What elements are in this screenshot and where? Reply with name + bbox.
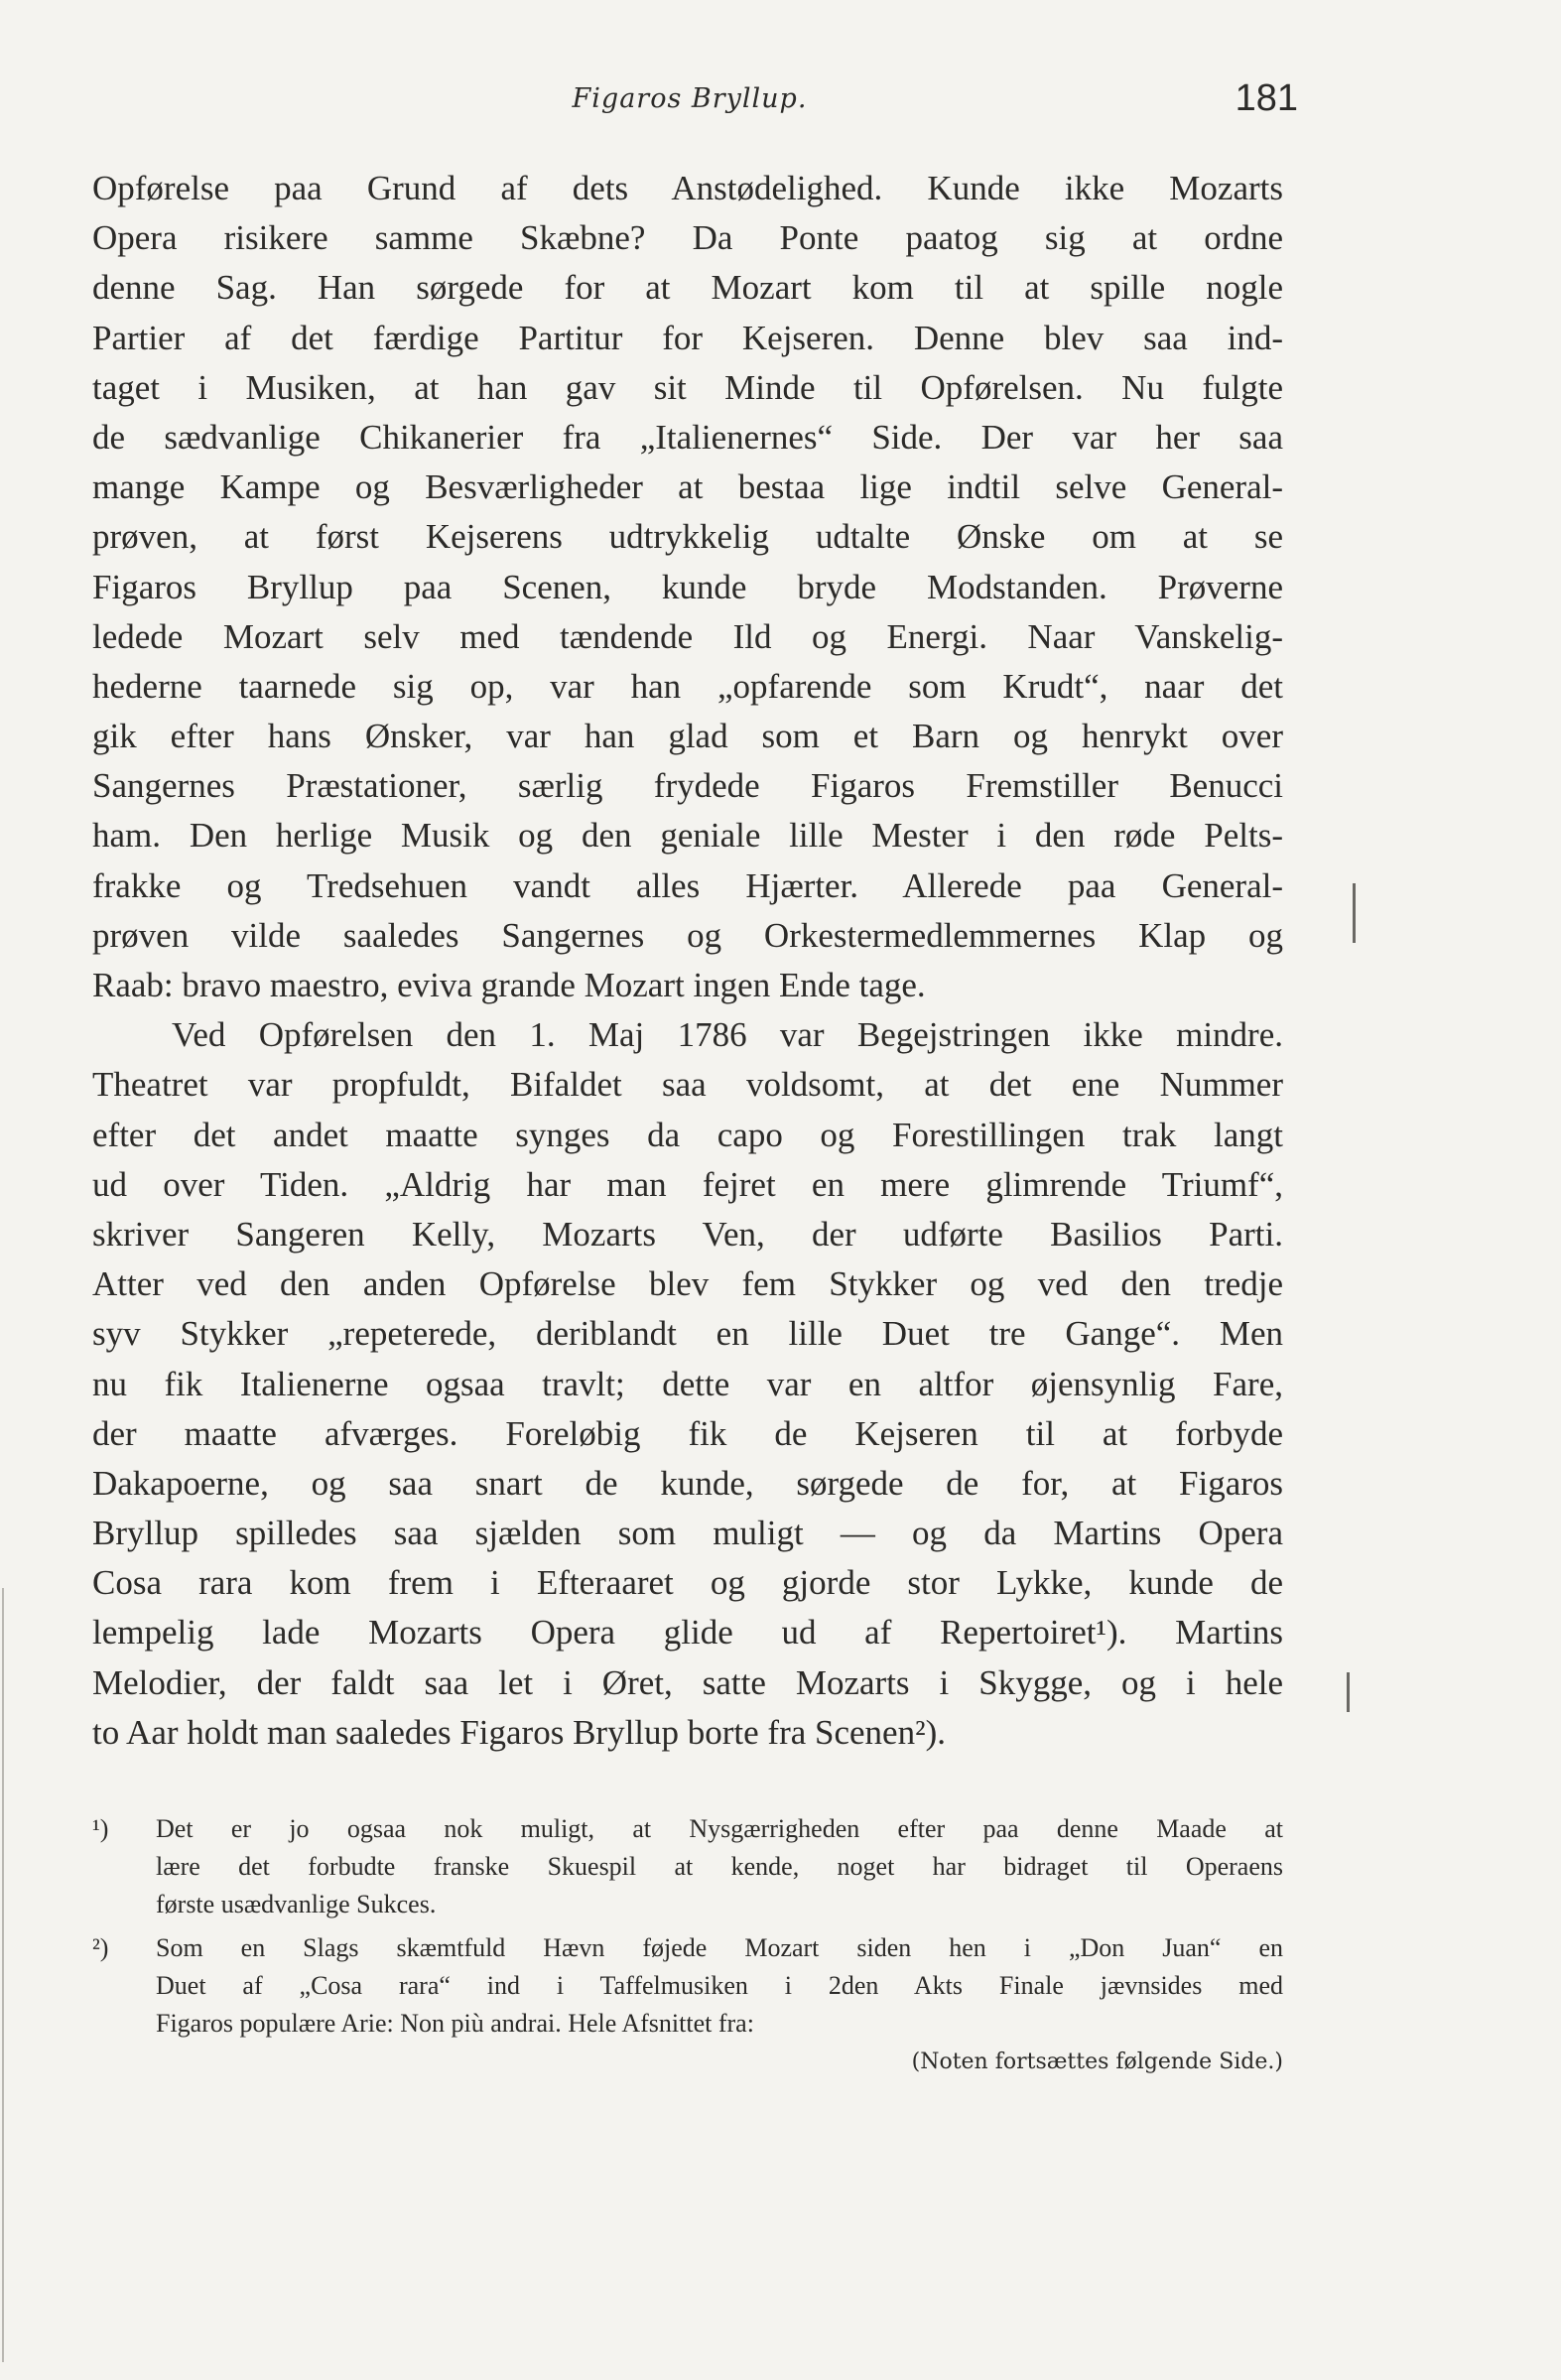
text-line: skriver Sangeren Kelly, Mozarts Ven, der udførte Basilios Parti. <box>92 1214 1283 1254</box>
continued-note: (Noten fortsættes følgende Side.) <box>911 2049 1283 2074</box>
text-line: Ved Opførelsen den 1. Maj 1786 var Begejstringen ikke mindre. <box>172 1015 1283 1055</box>
text-line: de sædvanlige Chikanerier fra „Italienernes“ Side. Der var her saa <box>92 417 1283 457</box>
text-line: mange Kampe og Besværligheder at bestaa lige indtil selve General- <box>92 467 1283 507</box>
text-line: Raab: bravo maestro, eviva grande Mozart ingen Ende tage. <box>92 966 926 1004</box>
text-line: denne Sag. Han sørgede for at Mozart kom til at spille nogle <box>92 268 1283 308</box>
text-line: Opførelse paa Grund af dets Anstødelighed. Kunde ikke Mozarts <box>92 169 1283 207</box>
text-line: lempelig lade Mozarts Opera glide ud af Repertoiret¹). Martins <box>92 1613 1283 1653</box>
footnote-text: Som en Slags skæmtfuld Hævn føjede Mozart siden hen i „Don Juan“ en <box>156 1933 1283 1962</box>
footnote-text: første usædvanlige Sukces. <box>156 1890 437 1918</box>
text-line: Partier af det færdige Partitur for Kejseren. Denne blev saa ind- <box>92 318 1283 357</box>
text-line: nu fik Italienerne ogsaa travlt; dette var en altfor øjensynlig Fare, <box>92 1364 1283 1403</box>
text-line: der maatte afværges. Foreløbig fik de Kejseren til at forbyde <box>92 1413 1283 1453</box>
text-line: Atter ved den anden Opførelse blev fem Stykker og ved den tredje <box>92 1264 1283 1304</box>
text-line: ledede Mozart selv med tændende Ild og Energi. Naar Vanskelig- <box>92 616 1283 656</box>
text-line: frakke og Tredsehuen vandt alles Hjærter. Allerede paa General- <box>92 865 1283 905</box>
footnotes <box>92 1810 1283 2080</box>
footnote-text: Duet af „Cosa rara“ ind i Taffelmusiken i 2den Akts Finale jævnsides med <box>156 1971 1283 2000</box>
footnote-2 <box>92 1929 1283 1967</box>
text-line: Dakapoerne, og saa snart de kunde, sørgede de for, at Figaros <box>92 1463 1283 1503</box>
margin-mark <box>1347 1672 1350 1712</box>
footnote-text: Det er jo ogsaa nok muligt, at Nysgærrigheden efter paa denne Maade at <box>156 1814 1283 1843</box>
text-line: Bryllup spilledes saa sjælden som muligt — og da Martins Opera <box>92 1514 1283 1553</box>
margin-mark <box>2 1588 4 2362</box>
text-line: hederne taarnede sig op, var han „opfarende som Krudt“, naar det <box>92 666 1283 706</box>
text-line: syv Stykker „repeterede, deriblandt en lille Duet tre Gange“. Men <box>92 1314 1283 1354</box>
footnote-marker: ¹) <box>92 1814 109 1843</box>
footnote-marker: ²) <box>92 1933 109 1962</box>
margin-mark <box>1353 883 1356 943</box>
text-line: Cosa rara kom frem i Efteraaret og gjorde stor Lykke, kunde de <box>92 1563 1283 1603</box>
text-line: Theatret var propfuldt, Bifaldet saa voldsomt, at det ene Nummer <box>92 1065 1283 1105</box>
text-line: Sangernes Præstationer, særlig frydede Figaros Fremstiller Benucci <box>92 766 1283 806</box>
footnote-text: lære det forbudte franske Skuespil at kende, noget har bidraget til Operaens <box>156 1852 1283 1881</box>
text-line: prøven, at først Kejserens udtrykkelig udtalte Ønske om at se <box>92 517 1283 557</box>
text-line: gik efter hans Ønsker, var han glad som et Barn og henrykt over <box>92 717 1283 756</box>
text-line: prøven vilde saaledes Sangernes og Orkestermedlemmernes Klap og <box>92 915 1283 955</box>
text-line: ud over Tiden. „Aldrig har man fejret en mere glimrende Triumf“, <box>92 1164 1283 1204</box>
text-line: Opera risikere samme Skæbne? Da Ponte paatog sig at ordne <box>92 218 1283 258</box>
text-line: taget i Musiken, at han gav sit Minde til Opførelsen. Nu fulgte <box>92 367 1283 407</box>
running-title: Figaros Bryllup. <box>572 83 808 114</box>
page-number: 181 <box>1235 77 1298 119</box>
footnote-text: Figaros populære Arie: Non più andrai. Hele Afsnittet fra: <box>156 2009 754 2038</box>
text-line: Melodier, der faldt saa let i Øret, satte Mozarts i Skygge, og i hele <box>92 1662 1283 1702</box>
text-line: ham. Den herlige Musik og den geniale lille Mester i den røde Pelts- <box>92 816 1283 856</box>
text-line: to Aar holdt man saaledes Figaros Bryllup borte fra Scenen²). <box>92 1712 946 1752</box>
text-line: efter det andet maatte synges da capo og Forestillingen trak langt <box>92 1115 1283 1154</box>
running-header <box>89 77 1298 127</box>
text-line: Figaros Bryllup paa Scenen, kunde bryde Modstanden. Prøverne <box>92 567 1283 606</box>
footnote-1 <box>92 1810 1283 1848</box>
main-text <box>92 164 1283 1758</box>
